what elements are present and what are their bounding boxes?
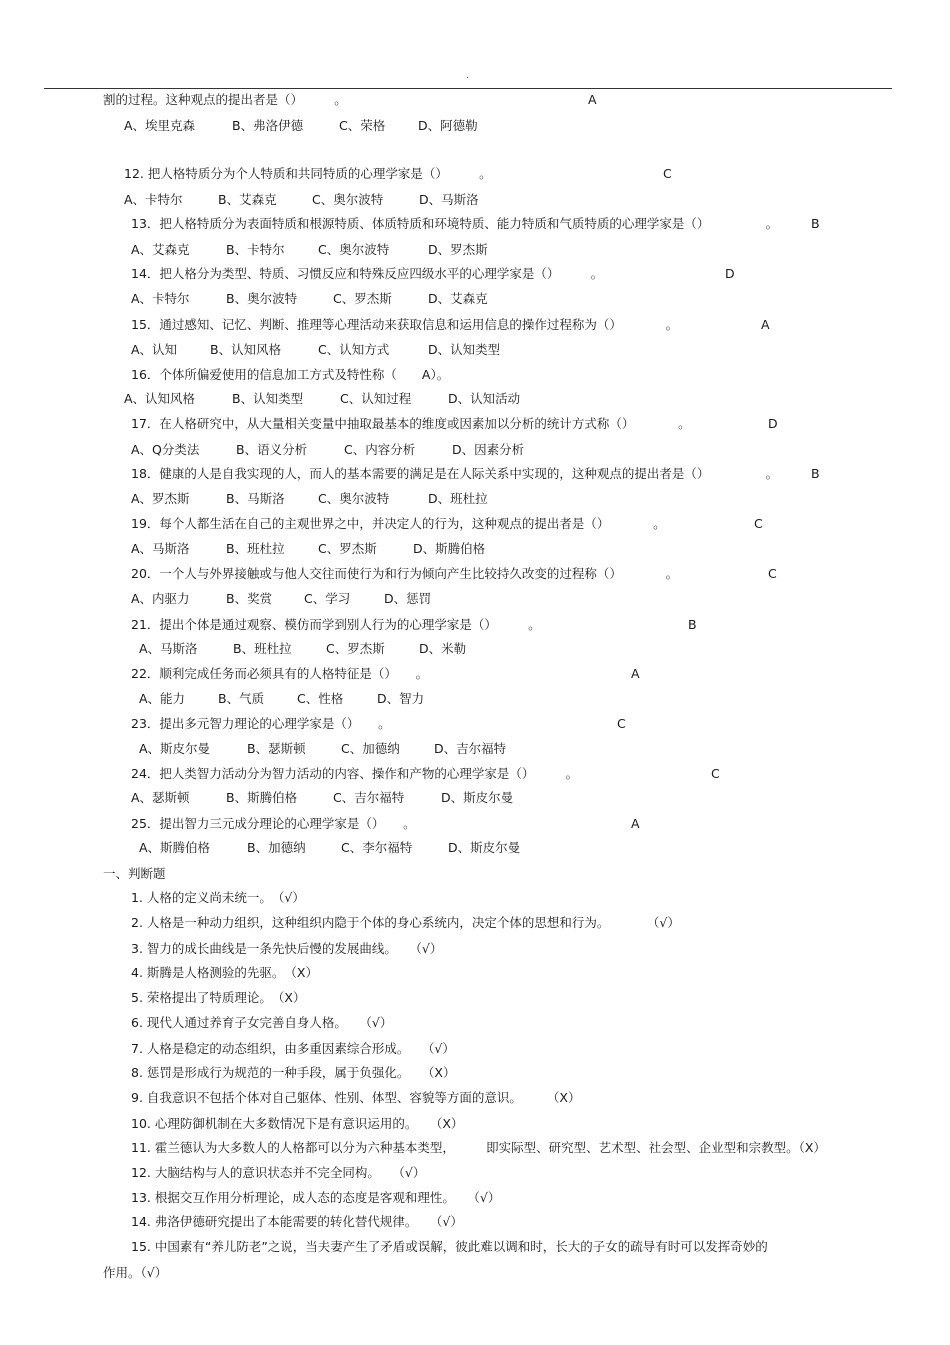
option-a: A、内驱力 [131, 591, 190, 606]
answer-key: C [768, 566, 777, 581]
option-c: C、荣格 [339, 118, 386, 133]
judgment-item: 8. 惩罚是形成行为规范的一种手段，属于负强化。 （X） [131, 1065, 456, 1080]
answer-key: C [663, 166, 672, 181]
option-c: C、加德纳 [341, 741, 400, 756]
answer-key: A [588, 92, 597, 107]
option-b: B、艾森克 [218, 192, 277, 207]
answer-key: C [754, 516, 763, 531]
option-a: A、艾森克 [131, 242, 190, 257]
option-a: A、卡特尔 [124, 192, 183, 207]
option-d: D、斯皮尔曼 [441, 790, 514, 805]
answer-key: B [811, 216, 820, 231]
judgment-item: 15. 中国素有“养儿防老”之说，当夫妻产生了矛盾或误解，彼此难以调和时，长大的子女的疏导有时可以发挥奇妙的 [131, 1239, 768, 1254]
option-b: B、认知类型 [232, 391, 304, 406]
option-c: C、罗杰斯 [318, 541, 377, 556]
option-b: B、瑟斯顿 [247, 741, 306, 756]
answer-key: D [725, 266, 735, 281]
judgment-item-continued: 作用。（√） [103, 1265, 168, 1280]
option-b: B、弗洛伊德 [232, 118, 304, 133]
answer-key: A [761, 317, 770, 332]
option-a: A、罗杰斯 [131, 491, 190, 506]
option-a: A、埃里克森 [124, 118, 196, 133]
option-c: C、学习 [304, 591, 351, 606]
answer-key: C [711, 766, 720, 781]
option-d: D、惩罚 [384, 591, 432, 606]
answer-key: A [631, 666, 640, 681]
option-d: D、阿德勒 [418, 118, 478, 133]
option-c: C、吉尔福特 [333, 790, 405, 805]
judgment-item: 9. 自我意识不包括个体对自己躯体、性别、体型、容貌等方面的意识。 （X） [131, 1090, 581, 1105]
question-text: 25．提出智力三元成分理论的心理学家是（） 。 [131, 816, 416, 831]
judgment-item: 11. 霍兰德认为大多数人的人格都可以分为六种基本类型， 即实际型、研究型、艺术型、社会型、企业型和宗教型。（X） [131, 1140, 826, 1155]
option-d: D、因素分析 [452, 442, 525, 457]
judgment-item: 1. 人格的定义尚未统一。 （√） [131, 890, 305, 905]
question-text: 23．提出多元智力理论的心理学家是（） 。 [131, 716, 391, 731]
option-c: C、认知过程 [340, 391, 412, 406]
option-d: D、米勒 [419, 641, 467, 656]
question-text: 20．一个人与外界接触或与他人交往而使行为和行为倾向产生比较持久改变的过程称（） 。 [131, 566, 679, 581]
judgment-item: 10. 心理防御机制在大多数情况下是有意识运用的。 （X） [131, 1116, 464, 1131]
option-d: D、罗杰斯 [428, 242, 488, 257]
question-text: 13．把人格特质分为表面特质和根源特质、体质特质和环境特质、能力特质和气质特质的心理学家是（） 。 [131, 216, 779, 231]
question-text: 19．每个人都生活在自己的主观世界之中，并决定人的行为，这种观点的提出者是（） 。 [131, 516, 666, 531]
option-b: B、奖赏 [226, 591, 273, 606]
question-text: 22．顺利完成任务而必须具有的人格特征是（） 。 [131, 666, 429, 681]
option-a: A、斯皮尔曼 [139, 741, 211, 756]
option-c: C、奥尔波特 [312, 192, 384, 207]
option-a: A、瑟斯顿 [131, 790, 190, 805]
option-a: A、马斯洛 [139, 641, 198, 656]
judgment-item: 3. 智力的成长曲线是一条先快后慢的发展曲线。 （√） [131, 941, 443, 956]
option-d: D、艾森克 [428, 291, 488, 306]
question-text: 16．个体所偏爱使用的信息加工方式及特性称（ A）。 [131, 367, 450, 382]
judgment-item: 2. 人格是一种动力组织，这种组织内隐于个体的身心系统内，决定个体的思想和行为。 （√） [131, 915, 680, 930]
judgment-item: 14. 弗洛伊德研究提出了本能需要的转化替代规律。 （√） [131, 1214, 463, 1229]
judgment-item: 6. 现代人通过养育子女完善自身人格。 （√） [131, 1015, 393, 1030]
option-b: B、认知风格 [210, 342, 282, 357]
option-a: A、马斯洛 [131, 541, 190, 556]
option-b: B、班杜拉 [226, 541, 285, 556]
option-c: C、性格 [297, 691, 344, 706]
option-d: D、斯腾伯格 [413, 541, 486, 556]
option-c: C、内容分析 [344, 442, 416, 457]
section-title: 一、判断题 [103, 866, 166, 881]
option-b: B、语义分析 [236, 442, 308, 457]
judgment-item: 13. 根据交互作用分析理论，成人态的态度是客观和理性。 （√） [131, 1190, 501, 1205]
option-c: C、认知方式 [318, 342, 390, 357]
question-text: 24．把人类智力活动分为智力活动的内容、操作和产物的心理学家是（） 。 [131, 766, 579, 781]
question-text: 12. 把人格特质分为个人特质和共同特质的心理学家是（） 。 [124, 166, 492, 181]
option-b: B、气质 [218, 691, 265, 706]
question-text: 割的过程。这种观点的提出者是（） 。 [103, 92, 347, 107]
question-text: 21．提出个体是通过观察、模仿而学到别人行为的心理学家是（） 。 [131, 617, 541, 632]
option-d: D、认知类型 [428, 342, 501, 357]
header-mark: . [466, 70, 470, 81]
option-b: B、奥尔波特 [226, 291, 298, 306]
judgment-item: 5. 荣格提出了特质理论。 （X） [131, 990, 306, 1005]
option-d: D、班杜拉 [428, 491, 488, 506]
question-text: 14．把人格分为类型、特质、习惯反应和特殊反应四级水平的心理学家是（） 。 [131, 266, 604, 281]
option-d: D、吉尔福特 [434, 741, 507, 756]
option-c: C、罗杰斯 [326, 641, 385, 656]
option-b: B、马斯洛 [226, 491, 285, 506]
header-rule [44, 88, 892, 89]
answer-key: A [631, 816, 640, 831]
option-a: A、认知 [131, 342, 178, 357]
option-a: A、斯腾伯格 [139, 840, 211, 855]
answer-key: B [811, 466, 820, 481]
option-b: B、加德纳 [247, 840, 306, 855]
answer-key: D [768, 416, 778, 431]
answer-key: C [617, 716, 626, 731]
option-d: D、马斯洛 [419, 192, 479, 207]
option-b: B、斯腾伯格 [226, 790, 298, 805]
question-text: 18．健康的人是自我实现的人，而人的基本需要的满足是在人际关系中实现的，这种观点的提出者是（） 。 [131, 466, 779, 481]
option-c: C、奥尔波特 [318, 491, 390, 506]
option-d: D、智力 [377, 691, 425, 706]
judgment-item: 4. 斯腾是人格测验的先驱。 （X） [131, 965, 318, 980]
option-a: A、卡特尔 [131, 291, 190, 306]
judgment-item: 7. 人格是稳定的动态组织，由多重因素综合形成。 （√） [131, 1041, 455, 1056]
judgment-item: 12. 大脑结构与人的意识状态并不完全同构。 （√） [131, 1165, 426, 1180]
option-a: A、Q分类法 [131, 442, 200, 457]
option-a: A、认知风格 [124, 391, 196, 406]
option-a: A、能力 [139, 691, 186, 706]
answer-key: B [688, 617, 697, 632]
option-c: C、李尔福特 [341, 840, 413, 855]
option-c: C、奥尔波特 [318, 242, 390, 257]
option-b: B、班杜拉 [233, 641, 292, 656]
option-d: D、认知活动 [448, 391, 521, 406]
question-text: 17．在人格研究中，从大量相关变量中抽取最基本的维度或因素加以分析的统计方式称（） 。 [131, 416, 691, 431]
option-c: C、罗杰斯 [333, 291, 392, 306]
question-text: 15．通过感知、记忆、判断、推理等心理活动来获取信息和运用信息的操作过程称为（） 。 [131, 317, 679, 332]
option-b: B、卡特尔 [226, 242, 285, 257]
option-d: D、斯皮尔曼 [448, 840, 521, 855]
